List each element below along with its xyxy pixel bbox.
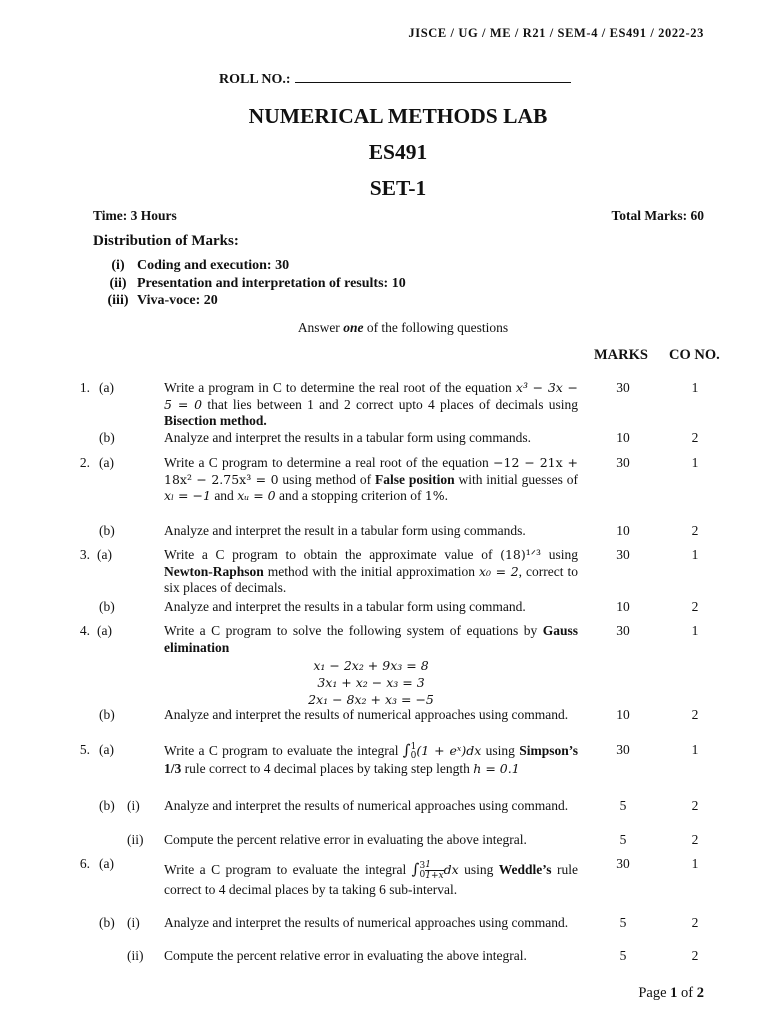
paper-code: JISCE / UG / ME / R21 / SEM-4 / ES491 / 2022-23 [408,26,704,40]
question-part: (a) [99,455,114,470]
question-part: (a) [97,547,112,562]
marks-value: 30 [616,380,630,395]
method-name: Simpson’s 1/3 [164,743,578,776]
question-text: Compute the percent relative error in evaluating the above integral. [164,832,527,847]
integrand: (1 + eˣ)dx [416,743,482,758]
total-marks-label: Total Marks: 60 [611,208,704,223]
question-number: 5. [79,742,90,757]
co-value: 2 [691,523,699,538]
equation: (18)¹ᐟ³ [500,547,542,562]
question-text: Analyze and interpret the results of numerical approaches using command. [164,798,569,813]
question-part: (a) [97,623,112,638]
page-number: Page 1 of 2 [638,985,704,1001]
marks-value: 30 [616,623,630,638]
roll-number-field [219,70,571,88]
question-number: 3. [79,547,90,562]
question-number: 6. [79,856,90,871]
marks-value: 10 [616,599,630,614]
marks-value: 30 [616,856,630,871]
marks-value: 5 [619,798,627,813]
method-name: Bisection method. [164,413,267,428]
question-subpart: (ii) [127,832,144,847]
equation-system [164,657,578,708]
distribution-list [99,257,406,310]
question-text: Write a C program to evaluate the integral ∫ 1 0 (1 + eˣ)dx using Simpson’s 1/3 rule correct to 4 decimal places by taking step length h = 0.1 [164,741,578,776]
co-value: 1 [691,380,699,395]
question-number: 4. [79,623,90,638]
equation: −12 − 21x + 18x² − 2.75x³ = 0 [164,455,579,487]
method-name: False position [374,471,455,487]
equation: 3x₁ + x₂ − x₃ = 3 [317,675,425,690]
time-label: Time: 3 Hours [93,208,177,223]
question-text: Analyze and interpret the results of numerical approaches using command. [164,707,569,722]
equation: 2x₁ − 8x₂ + x₃ = −5 [308,692,434,707]
marks-value: 10 [616,523,630,538]
question-number: 2. [79,455,90,470]
co-value: 1 [691,856,699,871]
integral-limits: 3 0 [419,860,426,880]
equation: x₁ − 2x₂ + 9x₃ = 8 [313,658,429,673]
marks-column-header: MARKS [594,347,648,363]
question-part: (b) [99,707,115,722]
question-subpart: (i) [127,915,140,930]
marks-value: 10 [616,430,630,445]
question-subpart: (i) [127,798,140,813]
course-code: ES491 [368,140,428,164]
roll-number-blank [295,70,571,83]
question-text: Analyze and interpret the results in a tabular form using commands. [164,430,532,445]
co-value: 2 [691,430,699,445]
instruction-line: Answer one of the following questions [297,320,509,335]
co-value: 2 [691,707,699,722]
question-part: (a) [99,742,114,757]
method-name: Gauss elimination [164,623,578,655]
marks-value: 5 [619,832,627,847]
roll-label: ROLL NO.: [219,72,291,87]
question-part: (b) [99,599,115,614]
marks-value: 5 [619,915,627,930]
marks-value: 10 [616,707,630,722]
question-text: Write a program in C to determine the real root of the equation x³ − 3x − 5 = 0 that lies between 1 and 2 correct upto 4 places of decimals using Bisection method. [164,380,579,428]
question-part: (b) [99,430,115,445]
question-text: Write a C program to solve the following system of equations by Gauss elimination [164,623,578,655]
question-text: Write a C program to evaluate the integral ∫ 3 0 $\frac{1}{1+x}$ dx using Weddle’s rule correct to 4 decimal places by ta taking 6 sub-interval. [164,860,578,898]
distribution-item: (ii) Presentation and interpretation of results: 10 [109,275,406,291]
question-number: 1. [79,380,90,395]
co-value: 2 [691,915,699,930]
distribution-heading: Distribution of Marks: [93,233,239,249]
co-value: 2 [691,832,699,847]
set-label: SET-1 [369,176,427,200]
distribution-item: (iii) Viva-voce: 20 [107,293,218,308]
integral-sign-icon: ∫ [411,860,420,878]
co-value: 1 [691,742,699,757]
question-text: Write a C program to obtain the approximate value of (18)¹ᐟ³ using Newton-Raphson method with the initial approximation x₀ = 2, correct to six places of decimals. [164,547,579,595]
question-text: Analyze and interpret the result in a tabular form using commands. [164,523,526,538]
question-text: Analyze and interpret the results of numerical approaches using command. [164,915,569,930]
co-value: 2 [691,948,699,963]
integral-sign-icon: ∫ [402,741,411,759]
question-text: Analyze and interpret the results in a tabular form using command. [164,599,526,614]
marks-value: 30 [616,742,630,757]
question-subpart: (ii) [127,948,144,963]
instruction-emphasis: one [343,320,364,335]
question-part: (b) [99,915,115,930]
method-name: Newton-Raphson [164,563,264,579]
co-value: 1 [691,455,699,470]
co-value: 2 [691,599,699,614]
co-value: 1 [691,547,699,562]
question-text: Write a C program to determine a real root of the equation −12 − 21x + 18x² − 2.75x³ = 0 using method of False position with initial guesses of xₗ = −1 and xᵤ = 0 and a stopping criterion of 1%. [164,455,579,503]
question-text: Compute the percent relative error in evaluating the above integral. [164,948,527,963]
question-part: (b) [99,523,115,538]
co-value: 1 [691,623,699,638]
marks-value: 30 [616,455,630,470]
co-column-header: CO NO. [669,347,720,363]
integral-limits: 1 0 [410,741,417,761]
fraction: $\frac{1}{1+x}$ [425,860,444,882]
marks-value: 30 [616,547,630,562]
question-part: (b) [99,798,115,813]
question-part: (a) [99,380,114,395]
equation: x³ − 3x − 5 = 0 [164,380,579,412]
method-name: Weddle’s [498,862,552,877]
question-part: (a) [99,856,114,871]
marks-value: 5 [619,948,627,963]
page-title: NUMERICAL METHODS LAB [248,104,548,128]
co-value: 2 [691,798,699,813]
distribution-item: (i) Coding and execution: 30 [111,258,290,273]
